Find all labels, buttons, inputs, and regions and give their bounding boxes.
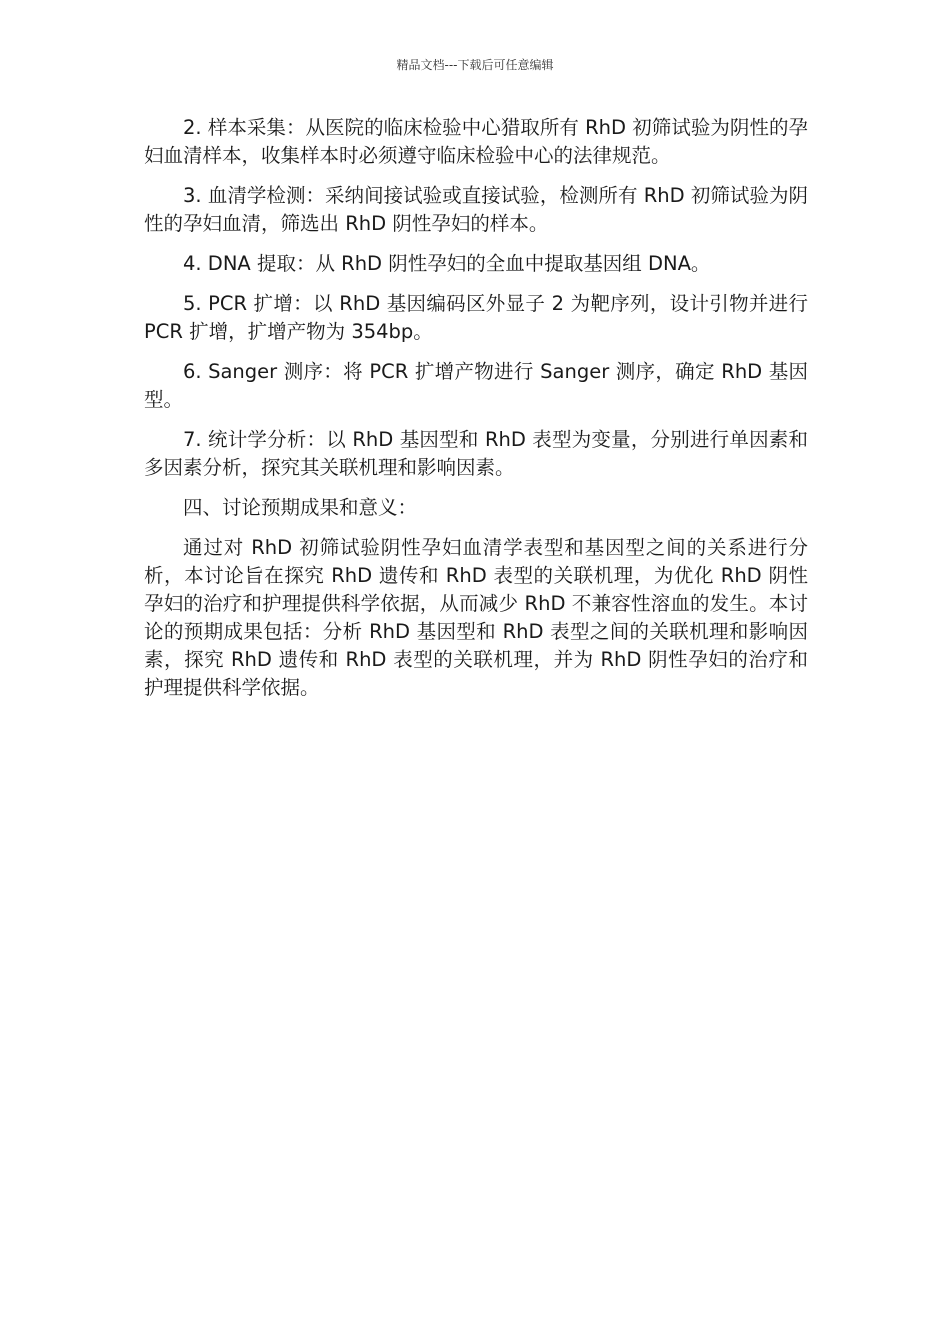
section-heading-expected-results: 四、讨论预期成果和意义： (183, 496, 418, 519)
paragraph-pcr-amplification: 5. PCR 扩增：以 RhD 基因编码区外显子 2 为靶序列，设计引物并进行 PCR 扩增，扩增产物为 354bp。 (144, 292, 808, 343)
page-header: 精品文档---下载后可任意编辑 (396, 58, 554, 72)
paragraph-sample-collection: 2. 样本采集：从医院的临床检验中心猎取所有 RhD 初筛试验为阴性的孕妇血清样本，收集样本时必须遵守临床检验中心的法律规范。 (144, 116, 808, 167)
paragraph-serology-test: 3. 血清学检测：采纳间接试验或直接试验，检测所有 RhD 初筛试验为阴性的孕妇血清，筛选出 RhD 阴性孕妇的样本。 (144, 184, 808, 235)
paragraph-expected-results: 通过对 RhD 初筛试验阴性孕妇血清学表型和基因型之间的关系进行分析，本讨论旨在探究 RhD 遗传和 RhD 表型的关联机理，为优化 RhD 阴性孕妇的治疗和护理提供科学依据，从而减少 RhD 不兼容性溶血的发生。本讨论的预期成果包括：分析 RhD 基因型和 RhD 表型之间的关联机理和影响因素，探究 RhD 遗传和 RhD 表型的关联机理，并为 RhD 阴性孕妇的治疗和护理提供科学依据。 (144, 536, 808, 699)
document-body (144, 114, 808, 714)
paragraph-dna-extraction: 4. DNA 提取：从 RhD 阴性孕妇的全血中提取基因组 DNA。 (183, 252, 711, 275)
paragraph-sanger-sequencing: 6. Sanger 测序：将 PCR 扩增产物进行 Sanger 测序，确定 RhD 基因型。 (144, 360, 808, 411)
paragraph-statistical-analysis: 7. 统计学分析：以 RhD 基因型和 RhD 表型为变量，分别进行单因素和多因素分析，探究其关联机理和影响因素。 (144, 428, 808, 479)
